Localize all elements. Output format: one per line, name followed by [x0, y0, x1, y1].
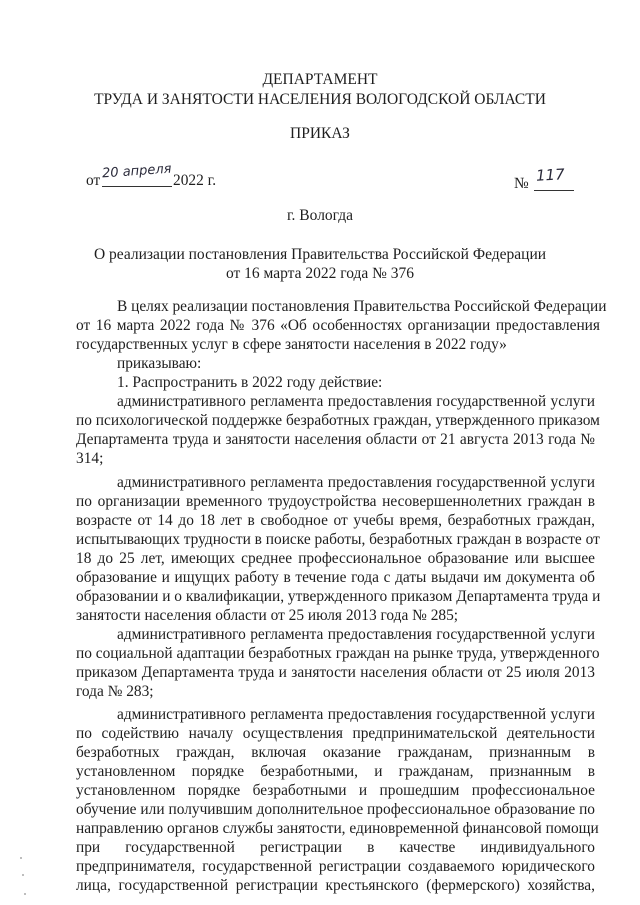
- reg2-line: образование и ищущих работу в течение года с даты выдачи им документа об: [76, 569, 595, 586]
- department-line2: ТРУДА И ЗАНЯТОСТИ НАСЕЛЕНИЯ ВОЛОГОДСКОЙ ОБЛАСТИ: [94, 91, 546, 108]
- doc-type: ПРИКАЗ: [290, 125, 350, 142]
- city: г. Вологда: [286, 207, 354, 224]
- reg1-line: Департамента труда и занятости населения области от 21 августа 2013 года №: [76, 431, 595, 448]
- p1-line: государственных услуг в сфере занятости населения в 2022 году»: [76, 336, 507, 353]
- reg4-line: установленном порядке безработными и прошедшим профессиональное: [76, 782, 595, 799]
- date-handwritten: 20 апреля: [101, 161, 172, 182]
- title-line1: О реализации постановления Правительства Российской Федерации: [93, 246, 547, 263]
- department-line1: ДЕПАРТАМЕНТ: [262, 71, 378, 88]
- date-prefix: от: [86, 172, 101, 189]
- reg1-line: административного регламента предоставления государственной услуги: [117, 393, 595, 410]
- reg3-line: по социальной адаптации безработных граждан на рынке труда, утвержденного: [76, 645, 600, 662]
- reg4-line: направлению органов службы занятости, единовременной финансовой помощи: [76, 820, 599, 837]
- reg4-line: при государственной регистрации в качестве индивидуального: [76, 839, 595, 856]
- reg4-line: по содействию началу осуществления предпринимательской деятельности: [76, 725, 595, 742]
- number-underline: [534, 190, 574, 191]
- p1-line: от 16 марта 2022 года № 376 «Об особенностях организации предоставления: [76, 317, 600, 334]
- reg4-line: административного регламента предоставления государственной услуги: [117, 706, 595, 723]
- item-1: 1. Распространить в 2022 году действие:: [117, 374, 383, 391]
- scan-speck: [24, 893, 26, 895]
- date-underline: [102, 186, 172, 187]
- number-label: №: [514, 175, 529, 192]
- reg2-line: по организации временного трудоустройства несовершеннолетних граждан в: [76, 493, 595, 510]
- reg2-line: занятости населения области от 25 июля 2013 года № 285;: [76, 607, 459, 624]
- p1-line: В целях реализации постановления Правительства Российской Федерации: [117, 298, 607, 315]
- number-handwritten: 117: [535, 165, 566, 185]
- reg4-line: безработных граждан, включая оказание гражданам, признанным в: [76, 744, 595, 761]
- reg4-line: установленном порядке безработными, и гражданам, признанным в: [76, 763, 595, 780]
- scan-speck: [22, 874, 24, 876]
- date-suffix: 2022 г.: [173, 172, 217, 189]
- title-line2: от 16 марта 2022 года № 376: [225, 265, 415, 282]
- scan-speck: [20, 857, 22, 859]
- reg4-line: предпринимателя, государственной регистрации создаваемого юридического: [76, 858, 595, 875]
- order-word: приказываю:: [117, 355, 202, 372]
- reg3-line: приказом Департамента труда и занятости населения области от 25 июля 2013: [76, 664, 595, 681]
- reg2-line: возрасте от 14 до 18 лет в свободное от учебы время, безработных граждан,: [76, 512, 595, 529]
- reg4-line: обучение или получившим дополнительное профессиональное образование по: [76, 801, 595, 818]
- reg1-line: по психологической поддержке безработных граждан, утвержденного приказом: [76, 412, 600, 429]
- reg3-line: года № 283;: [76, 683, 154, 700]
- reg2-line: испытывающих трудности в поиске работы, безработных граждан в возрасте от: [76, 531, 600, 548]
- reg2-line: образовании и о квалификации, утвержденного приказом Департамента труда и: [76, 588, 601, 605]
- reg2-line: 18 до 25 лет, имеющих среднее профессиональное образование или высшее: [76, 550, 595, 567]
- reg2-line: административного регламента предоставления государственной услуги: [117, 474, 595, 491]
- reg3-line: административного регламента предоставления государственной услуги: [117, 626, 595, 643]
- reg4-line: лица, государственной регистрации крестьянского (фермерского) хозяйства,: [76, 877, 595, 894]
- reg1-line: 314;: [76, 450, 104, 467]
